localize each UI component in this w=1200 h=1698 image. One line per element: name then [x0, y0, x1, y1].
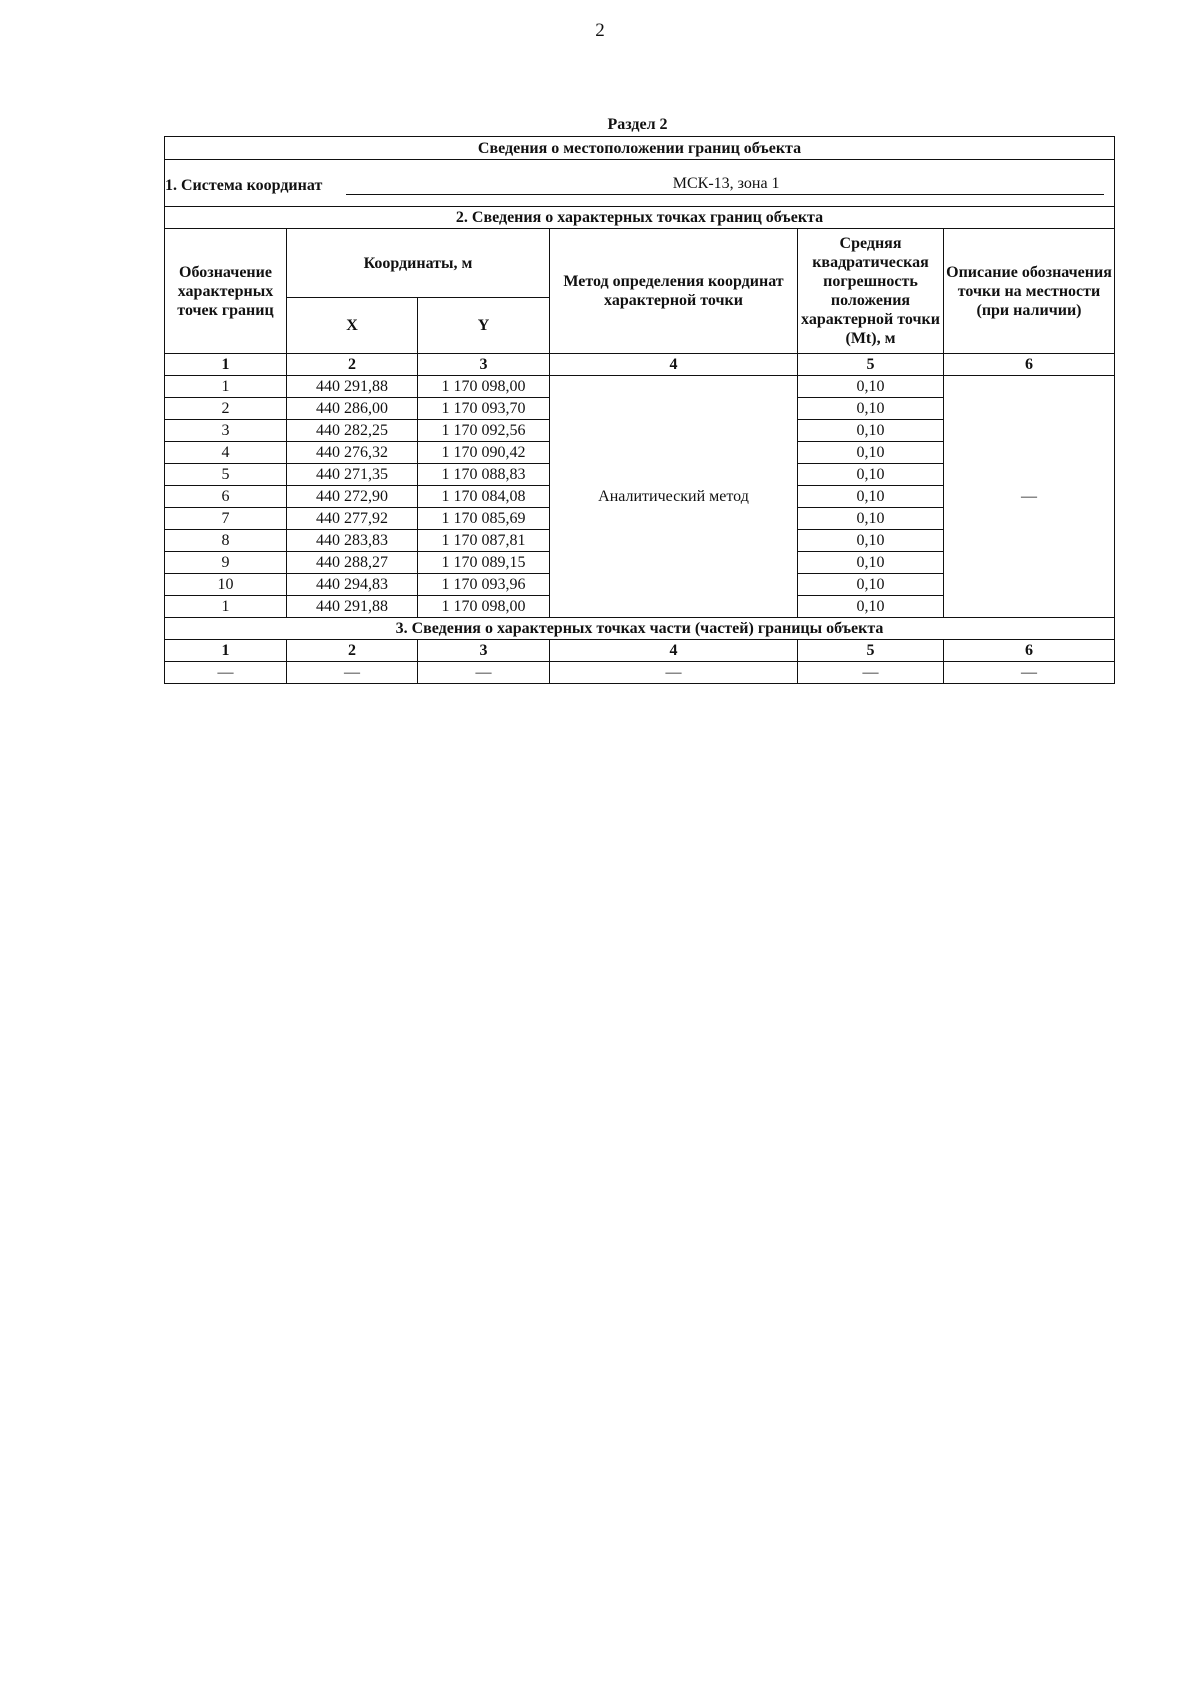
page-number: 2	[595, 20, 605, 41]
empty-dash: —	[944, 662, 1115, 684]
column-number: 1	[165, 640, 287, 662]
header-designation: Обозначение характерных точек границ	[165, 229, 287, 354]
coord-system-label: 1. Система координат	[165, 177, 323, 194]
coord-system-line	[165, 171, 1114, 195]
error-value: 0,10	[798, 530, 944, 552]
column-number: 6	[944, 354, 1115, 376]
column-number-row	[165, 354, 1115, 376]
point-id: 7	[165, 508, 287, 530]
coord-y: 1 170 089,15	[418, 552, 550, 574]
column-number: 5	[798, 354, 944, 376]
error-value: 0,10	[798, 420, 944, 442]
header-description: Описание обозначения точки на местности (при наличии)	[944, 229, 1115, 354]
coord-system-cell	[165, 160, 1115, 207]
column-number: 2	[287, 354, 418, 376]
coord-x: 440 283,83	[287, 530, 418, 552]
empty-dash: —	[550, 662, 798, 684]
error-value: 0,10	[798, 508, 944, 530]
error-value: 0,10	[798, 442, 944, 464]
coord-x: 440 291,88	[287, 376, 418, 398]
coord-x: 440 294,83	[287, 574, 418, 596]
empty-dash: —	[287, 662, 418, 684]
description-cell: —	[944, 376, 1115, 618]
main-heading: Сведения о местоположении границ объекта	[165, 137, 1115, 160]
coord-y: 1 170 087,81	[418, 530, 550, 552]
coord-x: 440 277,92	[287, 508, 418, 530]
point-id: 4	[165, 442, 287, 464]
error-value: 0,10	[798, 574, 944, 596]
header-method: Метод определения координат характерной точки	[550, 229, 798, 354]
coord-x: 440 282,25	[287, 420, 418, 442]
header-row-1	[165, 229, 1115, 298]
error-value: 0,10	[798, 464, 944, 486]
header-x: X	[287, 298, 418, 354]
parts-heading-row	[165, 618, 1115, 640]
coord-x: 440 286,00	[287, 398, 418, 420]
column-number: 2	[287, 640, 418, 662]
coord-y: 1 170 093,70	[418, 398, 550, 420]
table-body	[165, 137, 1115, 684]
empty-dash: —	[165, 662, 287, 684]
coord-y: 1 170 085,69	[418, 508, 550, 530]
header-coordinates: Координаты, м	[287, 229, 550, 298]
coord-y: 1 170 090,42	[418, 442, 550, 464]
coord-system-row	[165, 160, 1115, 207]
point-id: 9	[165, 552, 287, 574]
empty-dash: —	[798, 662, 944, 684]
point-id: 2	[165, 398, 287, 420]
main-heading-row	[165, 137, 1115, 160]
parts-column-number-row	[165, 640, 1115, 662]
point-id: 1	[165, 376, 287, 398]
point-id: 3	[165, 420, 287, 442]
table-row	[165, 376, 1115, 398]
coord-x: 440 288,27	[287, 552, 418, 574]
coord-y: 1 170 092,56	[418, 420, 550, 442]
column-number: 6	[944, 640, 1115, 662]
boundary-table	[164, 136, 1115, 684]
empty-dash: —	[418, 662, 550, 684]
error-value: 0,10	[798, 596, 944, 618]
method-cell: Аналитический метод	[550, 376, 798, 618]
coord-y: 1 170 084,08	[418, 486, 550, 508]
points-heading: 2. Сведения о характерных точках границ объекта	[165, 207, 1115, 229]
coord-system-value: МСК-13, зона 1	[346, 174, 1104, 195]
coord-y: 1 170 098,00	[418, 596, 550, 618]
error-value: 0,10	[798, 398, 944, 420]
section-title: Раздел 2	[607, 116, 668, 133]
coord-y: 1 170 093,96	[418, 574, 550, 596]
coord-x: 440 276,32	[287, 442, 418, 464]
point-id: 6	[165, 486, 287, 508]
coord-x: 440 291,88	[287, 596, 418, 618]
error-value: 0,10	[798, 552, 944, 574]
column-number: 4	[550, 640, 798, 662]
points-heading-row	[165, 207, 1115, 229]
point-id: 8	[165, 530, 287, 552]
column-number: 3	[418, 640, 550, 662]
coord-y: 1 170 088,83	[418, 464, 550, 486]
error-value: 0,10	[798, 376, 944, 398]
point-id: 5	[165, 464, 287, 486]
column-number: 5	[798, 640, 944, 662]
column-number: 1	[165, 354, 287, 376]
coord-y: 1 170 098,00	[418, 376, 550, 398]
column-number: 3	[418, 354, 550, 376]
parts-heading: 3. Сведения о характерных точках части (частей) границы объекта	[165, 618, 1115, 640]
parts-empty-row	[165, 662, 1115, 684]
point-id: 10	[165, 574, 287, 596]
coord-x: 440 271,35	[287, 464, 418, 486]
coord-x: 440 272,90	[287, 486, 418, 508]
error-value: 0,10	[798, 486, 944, 508]
header-error: Средняя квадратическая погрешность положения характерной точки (Mt), м	[798, 229, 944, 354]
header-y: Y	[418, 298, 550, 354]
point-id: 1	[165, 596, 287, 618]
column-number: 4	[550, 354, 798, 376]
